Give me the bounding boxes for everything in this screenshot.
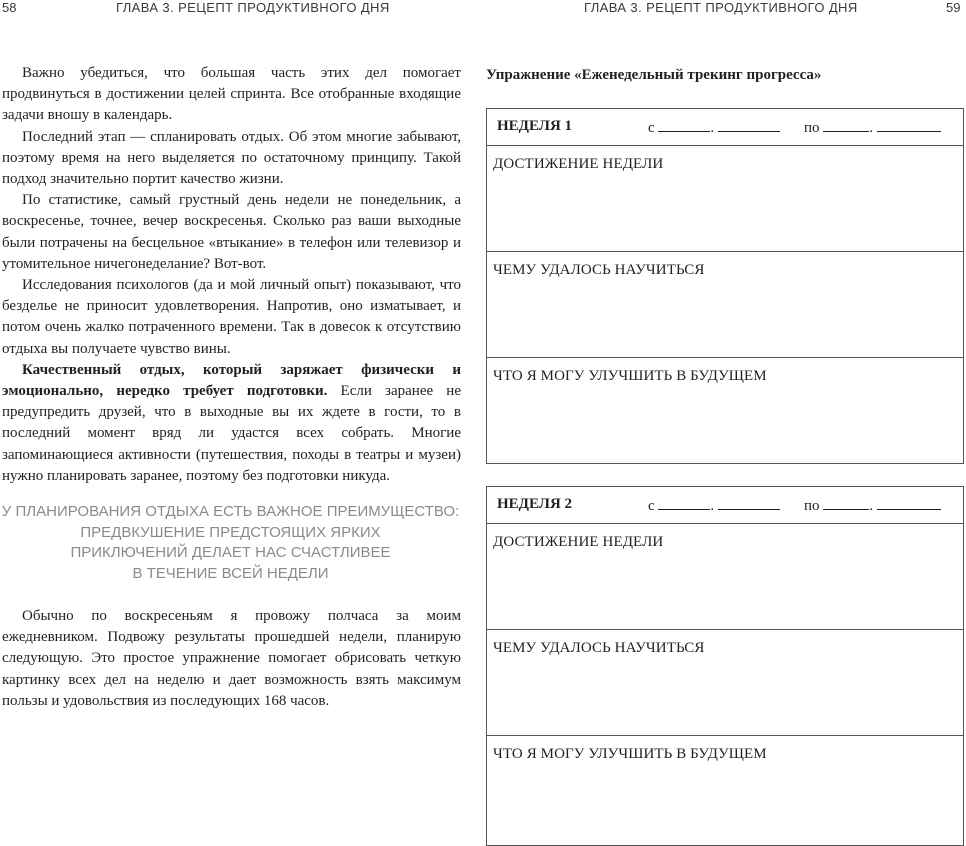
date-to-blank[interactable] (823, 496, 869, 510)
week-1-form (486, 108, 964, 464)
form-section-learned[interactable] (487, 252, 963, 358)
pull-quote-line: У ПЛАНИРОВАНИЯ ОТДЫХА ЕСТЬ ВАЖНОЕ ПРЕИМУЩЕСТВО: (1, 503, 460, 520)
section-label: ДОСТИЖЕНИЕ НЕДЕЛИ (493, 156, 664, 172)
date-from-month-blank[interactable] (718, 118, 780, 132)
form-section-improve[interactable] (487, 736, 963, 842)
date-to (804, 118, 941, 137)
right-running-head: ГЛАВА 3. РЕЦЕПТ ПРОДУКТИВНОГО ДНЯ (584, 0, 858, 15)
date-separator: . (869, 120, 874, 136)
form-section-learned[interactable] (487, 630, 963, 736)
week-title: НЕДЕЛЯ 1 (497, 118, 573, 134)
left-page-number: 58 (2, 0, 17, 15)
section-label: ЧЕМУ УДАЛОСЬ НАУЧИТЬСЯ (493, 262, 705, 278)
date-to-label: по (804, 498, 820, 514)
paragraph: Исследования психологов (да и мой личный опыт) показывают, что безделье не приносит удовлетворения. Напротив, оно изматывает, и потом очень жалко потраченного времени. Так в довесок к отсутствию отдыха вы получаете чувство вины. (2, 277, 461, 357)
exercise-title: Упражнение «Еженедельный трекинг прогресса» (486, 67, 822, 83)
week-title: НЕДЕЛЯ 2 (497, 496, 573, 512)
week-header (487, 109, 963, 146)
pull-quote-line: ПРИКЛЮЧЕНИЙ ДЕЛАЕТ НАС СЧАСТЛИВЕЕ (70, 544, 391, 561)
paragraph: Важно убедиться, что большая часть этих дел помогает продвинуться в достижении целей спринта. Все отобранные входящие задачи вношу в календарь. (2, 65, 461, 124)
paragraph: Обычно по воскресеньям я провожу полчаса за моим ежедневником. Подвожу результаты прошедшей недели, планирую следующую. Это простое упражнение помогает обрисовать четкую картинку всех дел на неделю и дает возможность взять максимум пользы и удовольствия из последующих 168 часов. (2, 608, 461, 709)
date-separator: . (869, 498, 874, 514)
left-page-body (2, 63, 461, 487)
right-page-number: 59 (946, 0, 961, 15)
date-separator: . (710, 498, 715, 514)
date-to-blank[interactable] (823, 118, 869, 132)
date-from-month-blank[interactable] (718, 496, 780, 510)
date-from-blank[interactable] (658, 496, 710, 510)
date-separator: . (710, 120, 715, 136)
date-to-month-blank[interactable] (877, 118, 941, 132)
paragraph-emphasis (2, 360, 461, 487)
date-to-month-blank[interactable] (877, 496, 941, 510)
pull-quote-line: В ТЕЧЕНИЕ ВСЕЙ НЕДЕЛИ (132, 564, 329, 582)
week-header (487, 487, 963, 524)
date-from-blank[interactable] (658, 118, 710, 132)
form-section-achievement[interactable] (487, 146, 963, 252)
date-from-label: с (648, 120, 655, 136)
left-running-head: ГЛАВА 3. РЕЦЕПТ ПРОДУКТИВНОГО ДНЯ (116, 0, 390, 15)
section-label: ДОСТИЖЕНИЕ НЕДЕЛИ (493, 534, 664, 550)
paragraph: По статистике, самый грустный день недели не понедельник, а воскресенье, точнее, вечер воскресенья. Сколько раз ваши выходные были потрачены на бесцельное «втыкание» в телефон или телевизор и утомительное ничегонеделание? Вот-вот. (2, 192, 461, 272)
paragraph-rest: Если заранее не предупредить друзей, что в выходные вы их ждете в гости, то в последний момент вряд ли удастся всех собрать. Многие запоминающиеся активности (путешествия, походы в театры и музеи) нужно планировать заранее, поэтому без подготовки никуда. (2, 383, 461, 484)
form-section-improve[interactable] (487, 358, 963, 464)
pull-quote-line: ПРЕДВКУШЕНИЕ ПРЕДСТОЯЩИХ ЯРКИХ (80, 523, 381, 541)
date-from-label: с (648, 498, 655, 514)
left-page-body-continued (2, 606, 461, 712)
date-to-label: по (804, 120, 820, 136)
bold-lead: Качественный отдых, который заряжает физически и эмоционально, нередко требует подготовки. (2, 361, 461, 400)
week-2-form (486, 486, 964, 846)
form-section-achievement[interactable] (487, 524, 963, 630)
section-label: ЧТО Я МОГУ УЛУЧШИТЬ В БУДУЩЕМ (493, 368, 767, 384)
section-label: ЧЕМУ УДАЛОСЬ НАУЧИТЬСЯ (493, 640, 705, 656)
date-to (804, 496, 941, 515)
date-from (648, 118, 780, 137)
pull-quote (0, 502, 461, 584)
date-from (648, 496, 780, 515)
paragraph: Последний этап — спланировать отдых. Об этом многие забывают, поэтому время на него выделяется по остаточному принципу. Такой подход значительно портит качество жизни. (2, 128, 461, 188)
section-label: ЧТО Я МОГУ УЛУЧШИТЬ В БУДУЩЕМ (493, 746, 767, 762)
